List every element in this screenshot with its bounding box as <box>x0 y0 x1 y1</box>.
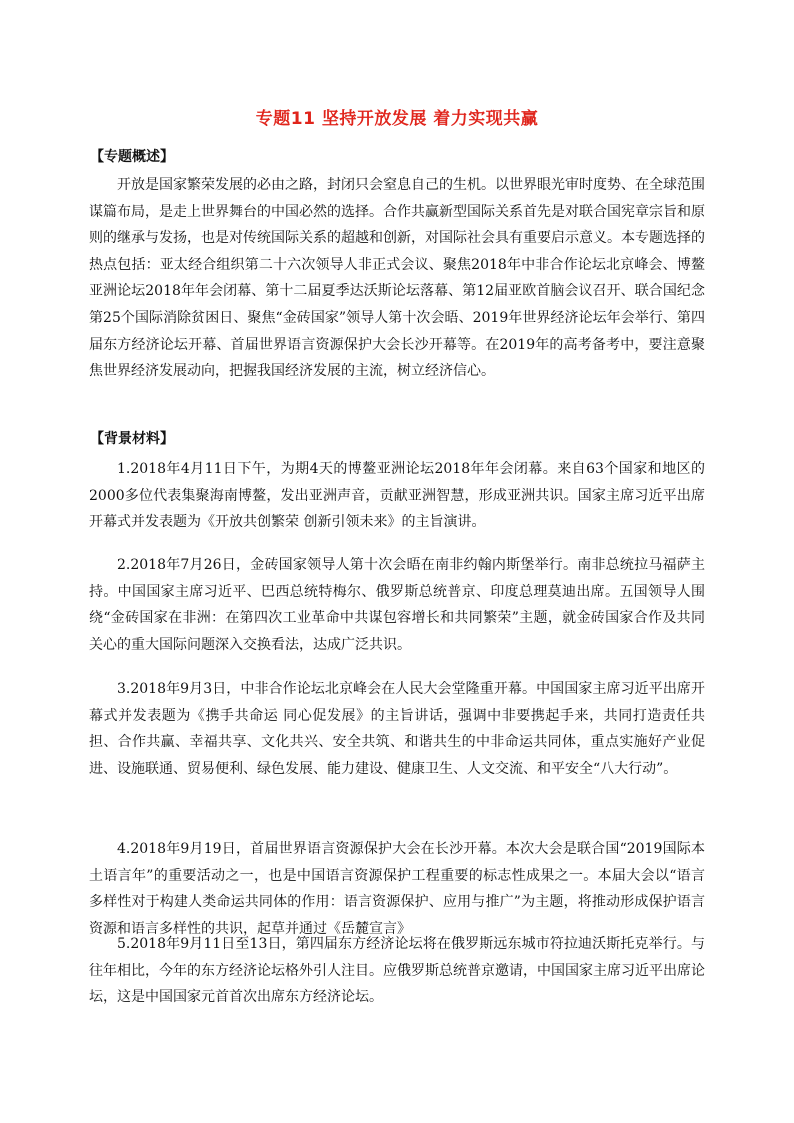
background-item: 5.2018年9月11日至13日，第四届东方经济论坛将在俄罗斯远东城市符拉迪沃斯托克举行。与往年相比，今年的东方经济论坛格外引人注目。应俄罗斯总统普京邀请，中国国家主席习近平出席论坛，这是中国国家元首首次出席东方经济论坛。 <box>89 936 705 1006</box>
background-item: 1.2018年4月11日下午，为期4天的博鳌亚洲论坛2018年年会闭幕。来自63个国家和地区的2000多位代表集聚海南博鳌，发出亚洲声音，贡献亚洲智慧，形成亚洲共识。国家主席习近平出席开幕式并发表题为《开放共创繁荣 创新引领未来》的主旨演讲。 <box>89 461 705 531</box>
background-item: 3.2018年9月3日，中非合作论坛北京峰会在人民大会堂隆重开幕。中国国家主席习近平出席开幕式并发表题为《携手共命运 同心促发展》的主旨讲话，强调中非要携起手来，共同打造责任共担、合作共赢、幸福共享、文化共兴、安全共筑、和谐共生的中非命运共同体，重点实施好产业促进、设施联通、贸易便利、绿色发展、能力建设、健康卫生、人文交流、和平安全“八大行动”。 <box>89 681 705 777</box>
background-item: 2.2018年7月26日，金砖国家领导人第十次会晤在南非约翰内斯堡举行。南非总统拉马福萨主持。中国国家主席习近平、巴西总统特梅尔、俄罗斯总统普京、印度总理莫迪出席。五国领导人围绕“金砖国家在非洲：在第四次工业革命中共谋包容增长和共同繁荣”主题，就金砖国家合作及共同关心的重大国际问题深入交换看法，达成广泛共识。 <box>89 557 705 653</box>
overview-heading: 【专题概述】 <box>90 149 174 165</box>
background-item: 4.2018年9月19日，首届世界语言资源保护大会在长沙开幕。本次大会是联合国“2019国际本土语言年”的重要活动之一，也是中国语言资源保护工程重要的标志性成果之一。本届大会以“语言多样性对于构建人类命运共同体的作用：语言资源保护、应用与推广”为主题，将推动形成保护语言资源和语言多样性的共识，起草并通过《岳麓宣言》 <box>89 841 705 937</box>
overview-paragraph: 开放是国家繁荣发展的必由之路，封闭只会窒息自己的生机。以世界眼光审时度势、在全球范围谋篇布局，是走上世界舞台的中国必然的选择。合作共赢新型国际关系首先是对联合国宪章宗旨和原则的继承与发扬，也是对传统国际关系的超越和创新，对国际社会具有重要启示意义。本专题选择的热点包括：亚太经合组织第二十六次领导人非正式会议、聚焦2018年中非合作论坛北京峰会、博鳌亚洲论坛2018年年会闭幕、第十二届夏季达沃斯论坛落幕、第12届亚欧首脑会议召开、联合国纪念第25个国际消除贫困日、聚焦“金砖国家”领导人第十次会晤、2019年世界经济论坛年会举行、第四届东方经济论坛开幕、首届世界语言资源保护大会长沙开幕等。在2019年的高考备考中，要注意聚焦世界经济发展动向，把握我国经济发展的主流，树立经济信心。 <box>89 177 705 380</box>
page-title: 专题11 坚持开放发展 着力实现共赢 <box>255 109 539 129</box>
background-heading: 【背景材料】 <box>90 431 174 447</box>
